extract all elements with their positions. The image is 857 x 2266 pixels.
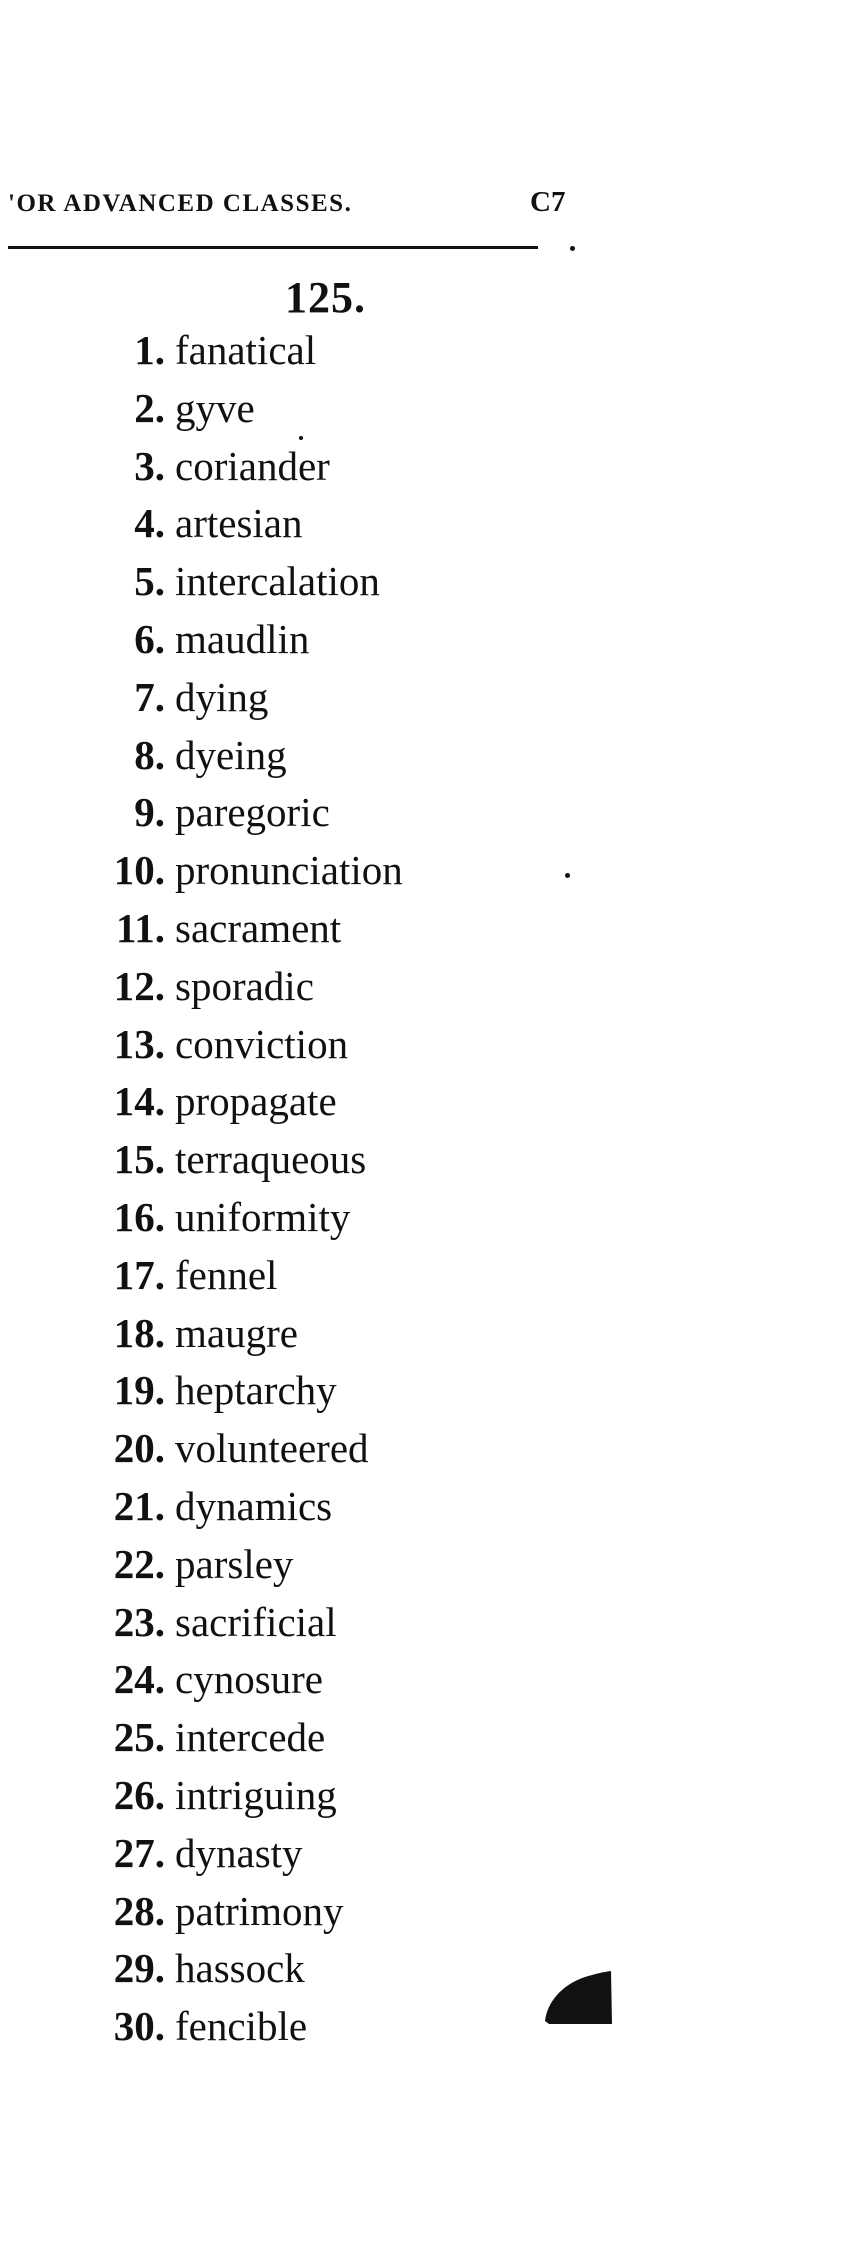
item-number: 15. [113,1136,165,1183]
word-list-item [60,1825,403,1883]
item-number: 8. [134,731,165,778]
item-number: 16. [113,1193,165,1240]
word-list-item [60,1016,403,1074]
item-word: conviction [175,1020,349,1067]
word-list-item [60,553,403,611]
item-number: 24. [113,1656,165,1703]
word-list-item [60,495,403,553]
item-word: dynamics [175,1482,333,1529]
item-word: pronunciation [175,847,403,894]
item-word: dynasty [175,1829,303,1876]
page-number: C7 [530,186,566,218]
item-number: 12. [113,962,165,1009]
word-list-item [60,727,403,785]
item-number: 13. [113,1020,165,1067]
word-list-item [60,1536,403,1594]
item-number: 11. [116,904,165,951]
word-list-item [60,1767,403,1825]
item-number: 18. [113,1309,165,1356]
word-list-item [60,1362,403,1420]
ink-speck [565,873,570,878]
item-word: sporadic [175,962,314,1009]
item-number: 1. [134,327,165,373]
item-word: gyve [175,384,255,431]
item-word: hassock [175,1945,305,1992]
word-list-item [60,380,403,438]
item-number: 19. [113,1367,165,1414]
header-rule [8,246,538,249]
item-word: volunteered [175,1425,369,1472]
item-number: 3. [134,442,165,489]
item-word: fennel [175,1251,278,1298]
ink-speck [299,436,303,440]
word-list-item [60,958,403,1016]
word-list-item [60,1478,403,1536]
item-number: 20. [113,1425,165,1472]
word-list-item [60,1189,403,1247]
word-list-item [60,1883,403,1941]
item-number: 5. [134,558,165,605]
item-word: intercalation [175,558,380,605]
item-word: propagate [175,1078,337,1125]
word-list-item [60,1940,403,1998]
word-list-item [60,1709,403,1767]
lesson-number: 125. [285,273,366,322]
item-word: maugre [175,1309,298,1356]
item-word: parsley [175,1540,294,1587]
word-list-item [60,1073,403,1131]
item-number: 30. [113,2003,165,2050]
ink-speck [570,246,575,251]
running-title: 'OR ADVANCED CLASSES. [8,190,353,217]
item-number: 4. [134,500,165,547]
item-number: 27. [113,1829,165,1876]
item-number: 22. [113,1540,165,1587]
item-word: sacrament [175,904,342,951]
item-word: patrimony [175,1887,344,1934]
item-number: 17. [113,1251,165,1298]
item-word: cynosure [175,1656,324,1703]
item-word: fencible [175,2003,308,2050]
item-number: 28. [113,1887,165,1934]
word-list-item [60,1247,403,1305]
item-number: 21. [113,1482,165,1529]
item-number: 25. [113,1714,165,1761]
item-word: sacrificial [175,1598,337,1645]
word-list-item [60,1420,403,1478]
item-number: 26. [113,1771,165,1818]
item-number: 29. [113,1945,165,1992]
item-word: heptarchy [175,1367,337,1414]
word-list-item [60,1305,403,1363]
word-list-item [60,669,403,727]
spelling-word-list [60,322,403,2056]
word-list-item [60,611,403,669]
item-word: terraqueous [175,1136,367,1183]
running-head [8,186,578,230]
word-list-item [60,1594,403,1652]
item-word: intercede [175,1714,326,1761]
word-list-item [60,438,403,496]
word-list-item [60,784,403,842]
item-number: 9. [134,789,165,836]
item-word: dying [175,673,269,720]
word-list-item [60,900,403,958]
item-word: uniformity [175,1193,351,1240]
item-word: maudlin [175,615,310,662]
item-number: 7. [134,673,165,720]
item-word: paregoric [175,789,330,836]
item-number: 6. [134,615,165,662]
item-number: 10. [113,847,165,894]
item-word: artesian [175,500,303,547]
item-word: intriguing [175,1771,337,1818]
item-word: dyeing [175,731,287,778]
word-list-item [60,842,403,900]
item-number: 23. [113,1598,165,1645]
word-list-item [60,1651,403,1709]
item-number: 14. [113,1078,165,1125]
item-word: fanatical [175,327,317,373]
ink-blot [541,1969,613,2025]
word-list-item [60,1131,403,1189]
word-list-item [60,322,403,380]
item-number: 2. [134,384,165,431]
word-list-item [60,1998,403,2056]
item-word: coriander [175,442,330,489]
